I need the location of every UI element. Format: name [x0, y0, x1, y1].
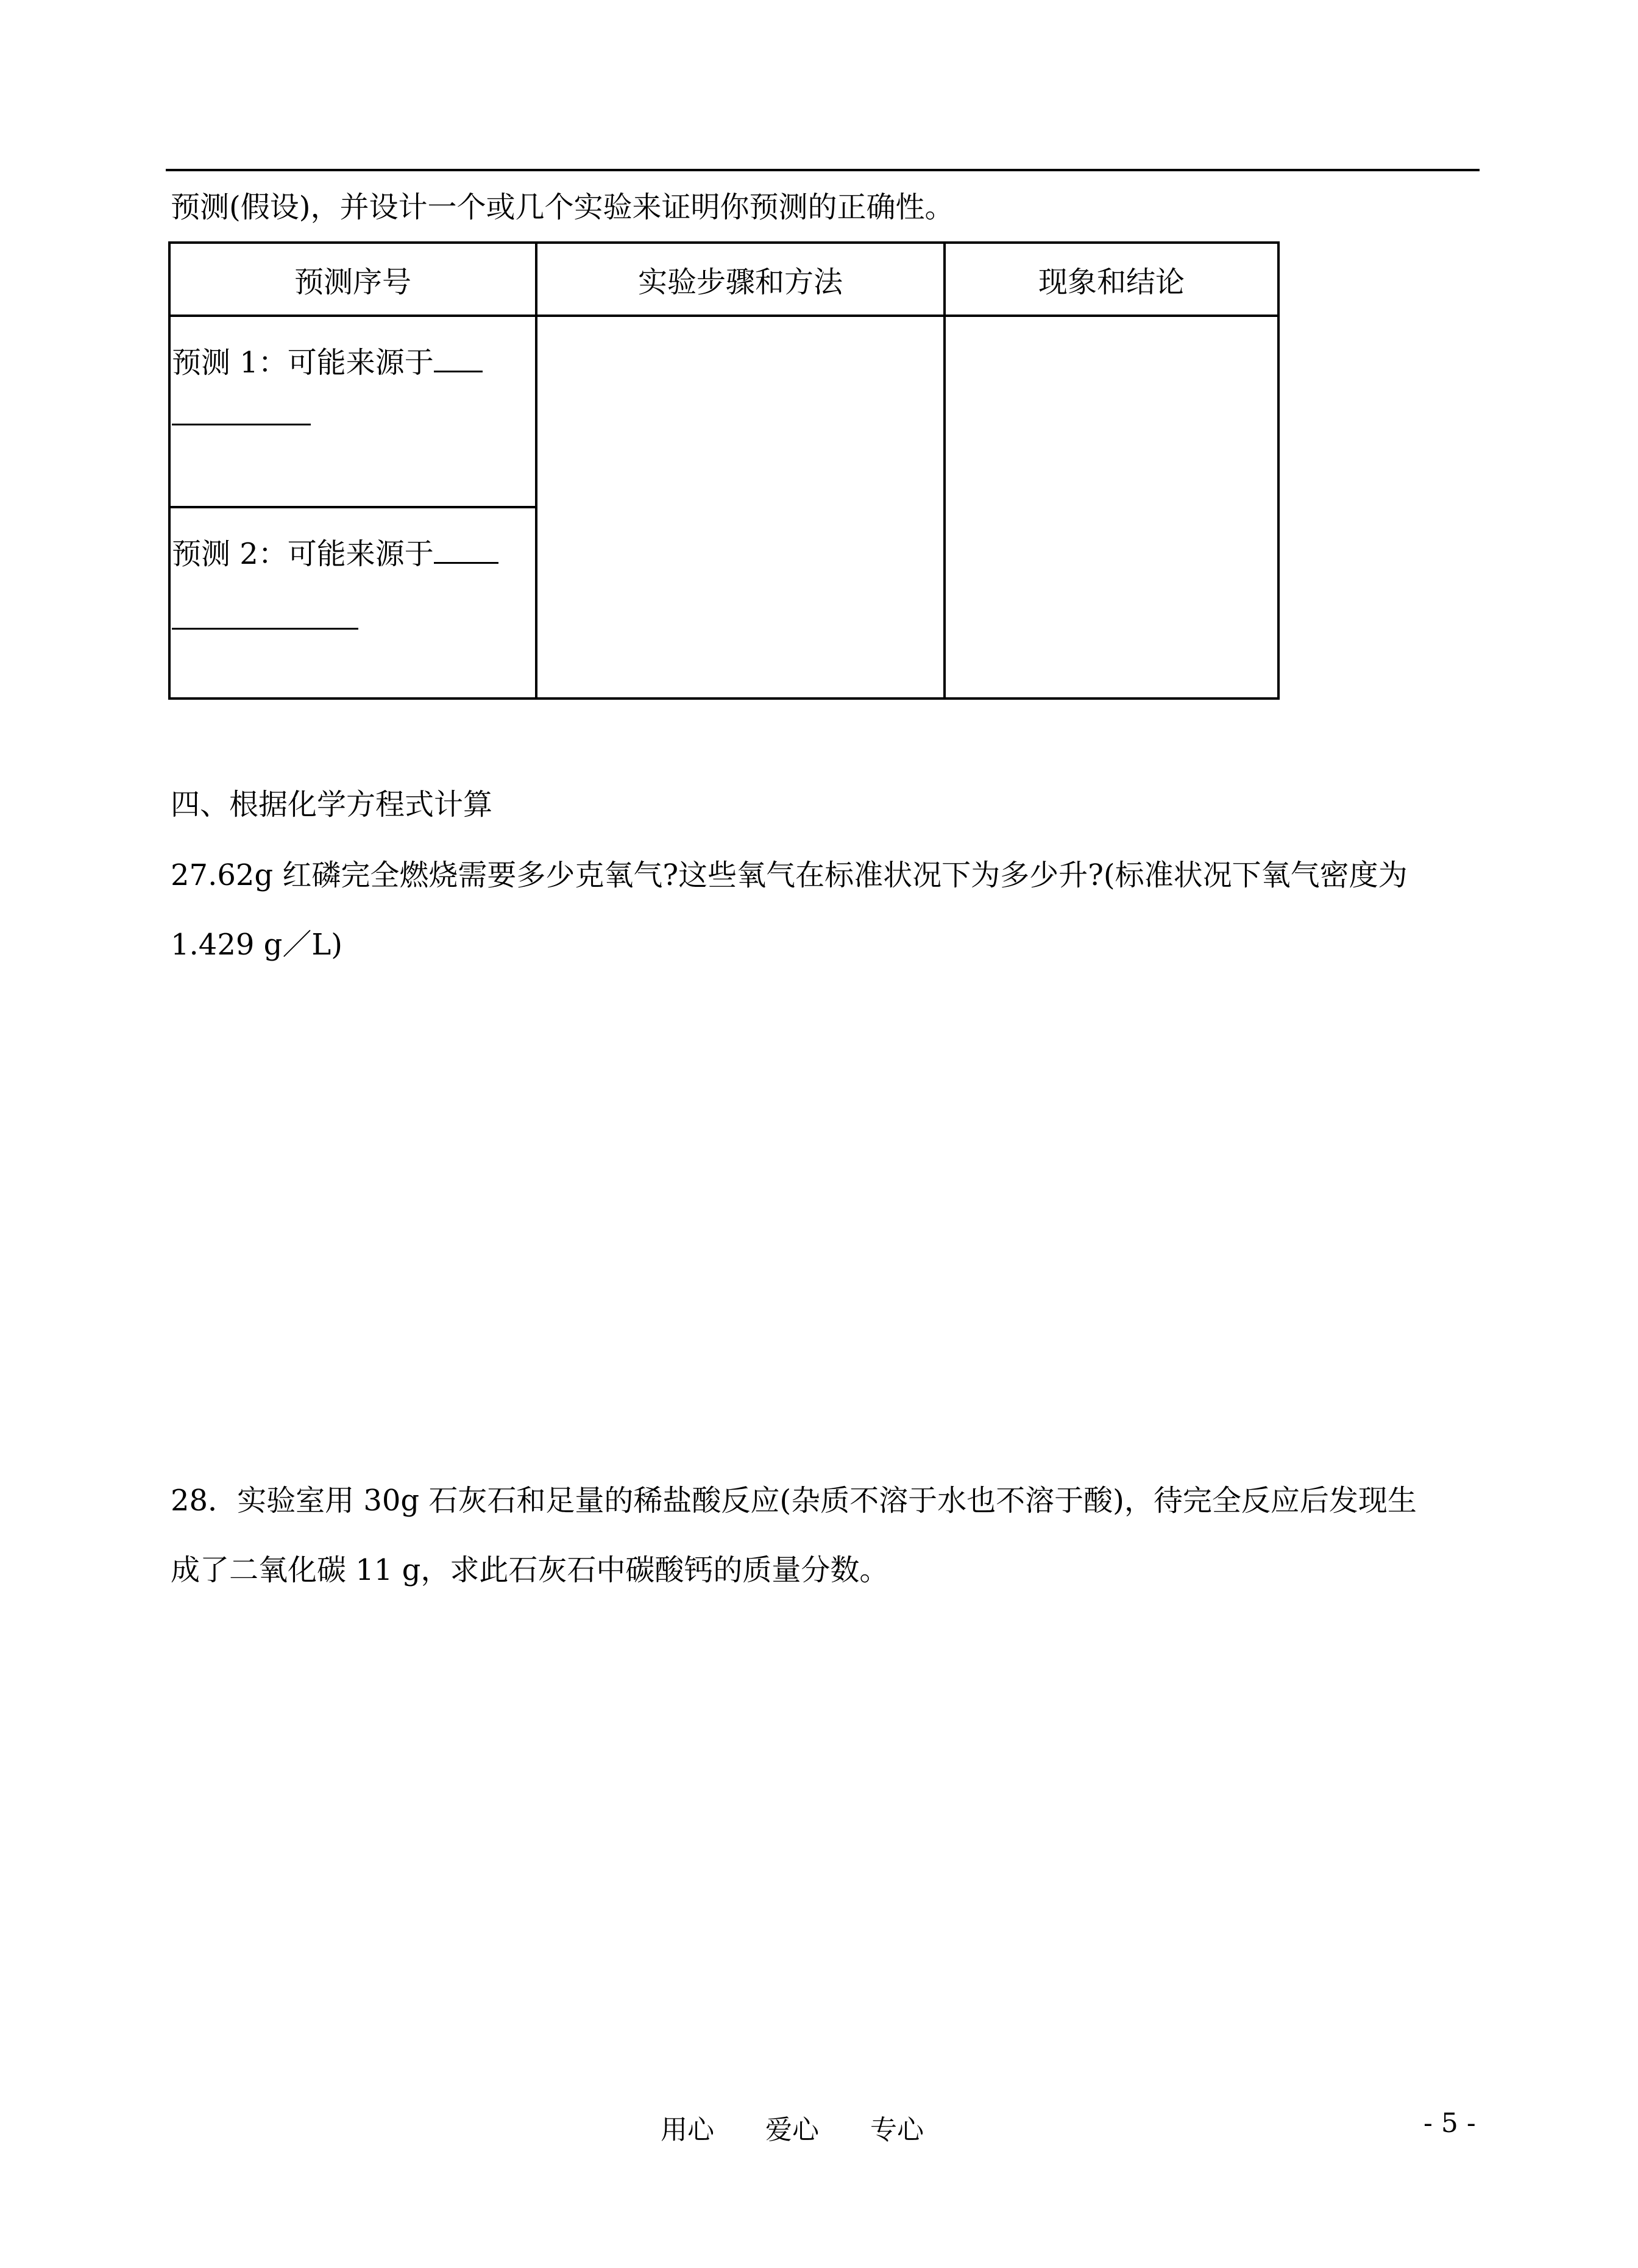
header-phenomena-conclusion: 现象和结论: [945, 243, 1278, 316]
section-title: 四、根据化学方程式计算: [171, 787, 493, 822]
prediction-1-blank-line[interactable]: [172, 424, 311, 425]
prediction-2-blank-line[interactable]: [172, 628, 358, 630]
table-row: [169, 316, 1278, 507]
table-header-row: [169, 243, 1278, 316]
footer-word: 用心: [661, 2114, 714, 2145]
header-steps-methods: 实验步骤和方法: [536, 243, 945, 316]
question-28-line-1: 28．实验室用 30g 石灰石和足量的稀盐酸反应(杂质不溶于水也不溶于酸)，待完全反应后发现生: [171, 1484, 1417, 1518]
prediction-2-cell: [169, 507, 536, 699]
steps-methods-cell[interactable]: [536, 316, 945, 699]
prediction-1-blank[interactable]: [434, 370, 483, 372]
question-28-line-2: 成了二氧化碳 11 g，求此石灰石中碳酸钙的质量分数。: [171, 1553, 889, 1587]
prediction-2-blank[interactable]: [434, 561, 498, 564]
question-27-line-1: 27.62g 红磷完全燃烧需要多少克氧气?这些氧气在标准状况下为多少升?(标准状况下氧气密度为: [171, 858, 1408, 892]
intro-line: 预测(假设)，并设计一个或几个实验来证明你预测的正确性。: [171, 190, 954, 224]
header-prediction-number: 预测序号: [169, 243, 536, 316]
footer-word: 爱心: [765, 2114, 819, 2145]
prediction-2-line: [172, 530, 498, 572]
prediction-1-label: 预测 1：可能来源于: [172, 346, 434, 380]
prediction-1-line: [172, 339, 483, 381]
prediction-2-label: 预测 2：可能来源于: [172, 537, 434, 571]
header-rule: [166, 169, 1480, 171]
footer-motto: [661, 2108, 975, 2147]
question-27-line-2: 1.429 g／L): [171, 928, 343, 962]
footer-word: 专心: [870, 2114, 924, 2145]
page-number: - 5 -: [1424, 2108, 1476, 2139]
prediction-table: [168, 241, 1280, 700]
phenomena-conclusion-cell[interactable]: [945, 316, 1278, 699]
prediction-1-cell: [169, 316, 536, 507]
